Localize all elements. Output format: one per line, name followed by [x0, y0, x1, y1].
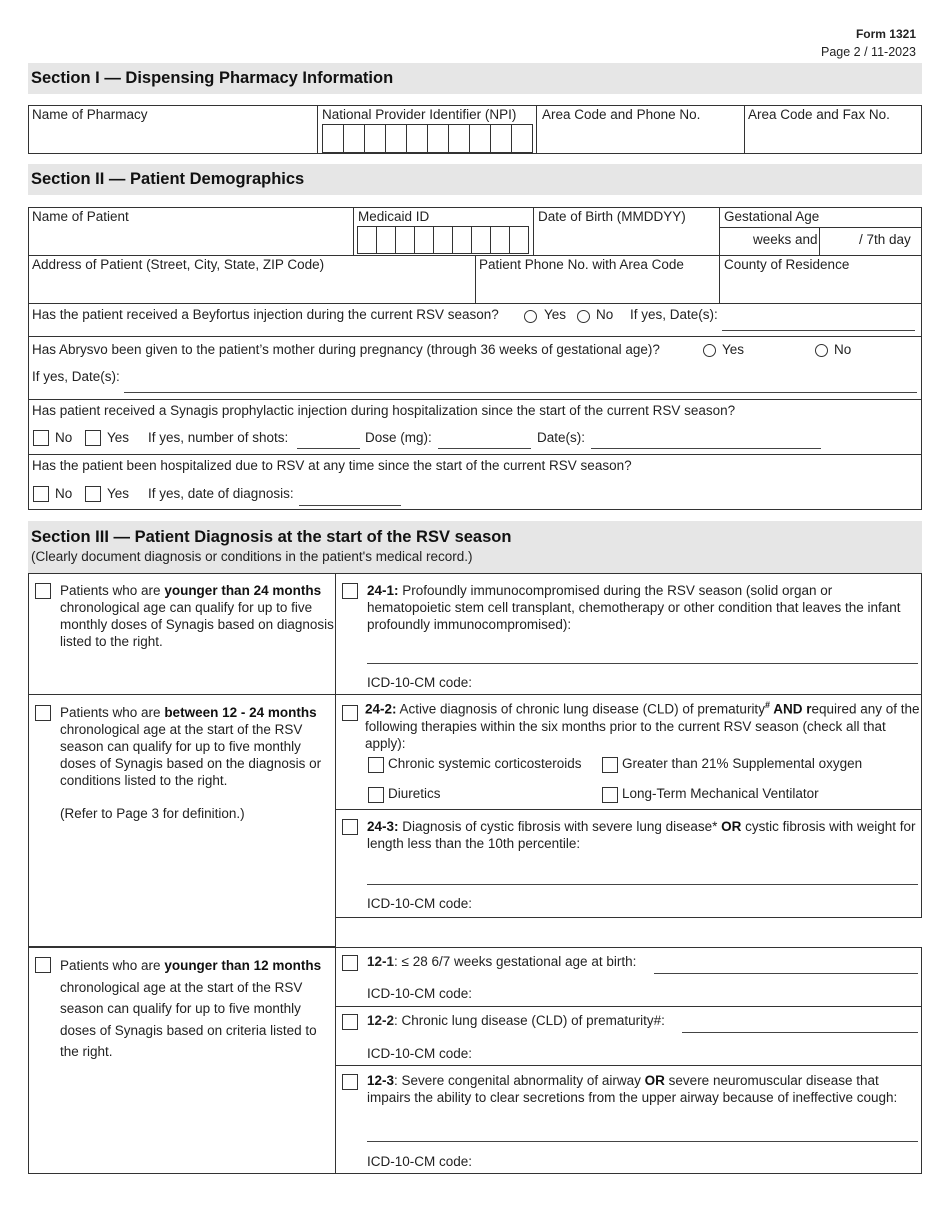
abrysvo-dates-label: If yes, Date(s):	[32, 369, 120, 384]
pharmacy-name-field[interactable]	[30, 125, 315, 152]
diagnosis-date-input[interactable]	[299, 488, 401, 506]
corticosteroids-label: Chronic systemic corticosteroids	[388, 756, 582, 771]
dob-label: Date of Birth (MMDDYY)	[538, 209, 686, 224]
corticosteroids-checkbox[interactable]	[368, 757, 384, 773]
criteria-12-2-icd-label: ICD-10-CM code:	[367, 1046, 473, 1061]
pharmacy-phone-label: Area Code and Phone No.	[542, 107, 701, 122]
seventh-day-label[interactable]: / 7th day	[859, 232, 911, 247]
criteria-12-2-checkbox[interactable]	[342, 1014, 358, 1030]
beyfortus-question: Has the patient received a Beyfortus injection during the current RSV season?	[32, 307, 499, 322]
address-label: Address of Patient (Street, City, State, ZIP Code)	[32, 257, 325, 272]
patient-name-label: Name of Patient	[32, 209, 129, 224]
abrysvo-yes-radio[interactable]	[703, 344, 716, 357]
criteria-24-1-checkbox[interactable]	[342, 583, 358, 599]
group12-checkbox[interactable]	[35, 957, 51, 973]
shots-input[interactable]	[297, 432, 360, 449]
criteria-24-3-input[interactable]	[367, 866, 918, 885]
group12-24-text: Patients who are between 12 - 24 months chronological age at the start of the RSV season can qualify for up to five monthly doses of Synagis based on the diagnosis or conditions listed to the right.	[60, 705, 322, 788]
group12-text: Patients who are younger than 12 months chronological age at the start of the RSV season can qualify for up to five monthly doses of Synagis based on criteria listed to the right.	[60, 958, 322, 1059]
synagis-yes-label: Yes	[107, 430, 130, 445]
abrysvo-no-label: No	[834, 342, 852, 357]
hospitalized-question: Has the patient been hospitalized due to RSV at any time since the start of the current RSV season?	[32, 458, 632, 473]
dob-field[interactable]	[535, 227, 717, 253]
form-number: Form 1321	[855, 27, 916, 41]
section3-title: Section III — Patient Diagnosis at the start of the RSV season	[31, 528, 512, 546]
synagis-question: Has patient received a Synagis prophylactic injection during hospitalization since the start of the current RSV season?	[32, 403, 736, 418]
criteria-12-1-icd-label: ICD-10-CM code:	[367, 986, 473, 1001]
beyfortus-no-radio[interactable]	[577, 310, 590, 323]
criteria-12-3-checkbox[interactable]	[342, 1074, 358, 1090]
oxygen-checkbox[interactable]	[602, 757, 618, 773]
section1-title: Section I — Dispensing Pharmacy Information	[31, 69, 394, 87]
medicaid-id-digit-boxes[interactable]	[357, 226, 529, 254]
diuretics-checkbox[interactable]	[368, 787, 384, 803]
beyfortus-yes-radio[interactable]	[524, 310, 537, 323]
address-field[interactable]	[30, 275, 473, 301]
section3-header	[28, 521, 922, 573]
hosp-no-label: No	[55, 486, 73, 501]
section1-header	[28, 63, 922, 94]
pharmacy-name-label: Name of Pharmacy	[32, 107, 148, 122]
beyfortus-dates-input[interactable]	[722, 313, 915, 331]
npi-digit-boxes[interactable]	[322, 124, 533, 153]
group12-24-checkbox[interactable]	[35, 705, 51, 721]
abrysvo-dates-input[interactable]	[124, 375, 917, 393]
medicaid-id-label: Medicaid ID	[358, 209, 430, 224]
ventilator-label: Long-Term Mechanical Ventilator	[622, 786, 819, 801]
oxygen-label: Greater than 21% Supplemental oxygen	[622, 756, 863, 771]
criteria-24-3-checkbox[interactable]	[342, 819, 358, 835]
criteria-24-3-text: 24-3: Diagnosis of cystic fibrosis with severe lung disease* OR cystic fibrosis with weight for length less than the 10th percentile:	[367, 819, 916, 851]
section2-header	[28, 164, 922, 195]
patient-name-field[interactable]	[30, 227, 351, 253]
section3-subtitle: (Clearly document diagnosis or conditions in the patient's medical record.)	[31, 549, 473, 564]
patient-phone-field[interactable]	[477, 275, 717, 301]
group12-24-note: (Refer to Page 3 for definition.)	[60, 806, 245, 821]
abrysvo-no-radio[interactable]	[815, 344, 828, 357]
page-number: Page 2 / 11-2023	[821, 45, 916, 59]
section2-title: Section II — Patient Demographics	[31, 170, 305, 188]
dose-input[interactable]	[438, 432, 531, 449]
beyfortus-no-label: No	[596, 307, 614, 322]
criteria-12-1-checkbox[interactable]	[342, 955, 358, 971]
diuretics-label: Diuretics	[388, 786, 441, 801]
hosp-no-checkbox[interactable]	[33, 486, 49, 502]
shots-label: If yes, number of shots:	[148, 430, 289, 445]
synagis-no-checkbox[interactable]	[33, 430, 49, 446]
criteria-24-3-icd-label: ICD-10-CM code:	[367, 896, 473, 911]
criteria-12-1-input[interactable]	[654, 956, 918, 974]
criteria-24-2-text: 24-2: Active diagnosis of chronic lung disease (CLD) of prematurity# AND required any of the following therapies within the six months prior to the current RSV season (check all that apply):	[365, 700, 920, 751]
criteria-24-1-icd-label: ICD-10-CM code:	[367, 675, 473, 690]
gestational-age-label: Gestational Age	[724, 209, 820, 224]
criteria-12-2-input[interactable]	[682, 1015, 918, 1033]
patient-phone-label: Patient Phone No. with Area Code	[479, 257, 684, 272]
criteria-12-1-text: 12-1: ≤ 28 6/7 weeks gestational age at birth:	[367, 954, 637, 969]
criteria-24-1-input[interactable]	[367, 645, 918, 664]
synagis-dates-label: Date(s):	[537, 430, 586, 445]
synagis-dates-input[interactable]	[591, 432, 821, 449]
weeks-label[interactable]: weeks and	[753, 232, 818, 247]
criteria-12-2-text: 12-2: Chronic lung disease (CLD) of prematurity#:	[367, 1013, 665, 1028]
pharmacy-phone-field[interactable]	[538, 125, 742, 152]
group24-text: Patients who are younger than 24 months chronological age can qualify for up to five monthly doses of Synagis based on diagnosis listed to the right.	[60, 583, 334, 649]
criteria-12-3-input[interactable]	[367, 1124, 918, 1142]
criteria-24-1-text: 24-1: Profoundly immunocompromised during the RSV season (solid organ or hematopoietic stem cell transplant, chemotherapy or other condition that leaves the infant profoundly immunocompromised):	[367, 583, 901, 632]
beyfortus-dates-label: If yes, Date(s):	[630, 307, 718, 322]
criteria-12-3-icd-label: ICD-10-CM code:	[367, 1154, 473, 1169]
county-label: County of Residence	[724, 257, 850, 272]
hosp-yes-checkbox[interactable]	[85, 486, 101, 502]
synagis-no-label: No	[55, 430, 73, 445]
synagis-yes-checkbox[interactable]	[85, 430, 101, 446]
abrysvo-yes-label: Yes	[722, 342, 745, 357]
county-field[interactable]	[721, 275, 920, 301]
ventilator-checkbox[interactable]	[602, 787, 618, 803]
criteria-24-2-checkbox[interactable]	[342, 705, 358, 721]
beyfortus-yes-label: Yes	[544, 307, 567, 322]
diagnosis-date-label: If yes, date of diagnosis:	[148, 486, 294, 501]
pharmacy-fax-label: Area Code and Fax No.	[748, 107, 890, 122]
group24-checkbox[interactable]	[35, 583, 51, 599]
abrysvo-question: Has Abrysvo been given to the patient’s mother during pregnancy (through 36 weeks of gestational age)?	[32, 342, 660, 357]
npi-label: National Provider Identifier (NPI)	[322, 107, 517, 122]
hosp-yes-label: Yes	[107, 486, 130, 501]
criteria-12-3-text: 12-3: Severe congenital abnormality of airway OR severe neuromuscular disease that impairs the ability to clear secretions from the upper airway because of ineffective cough:	[367, 1073, 898, 1105]
dose-label: Dose (mg):	[365, 430, 432, 445]
pharmacy-fax-field[interactable]	[746, 125, 920, 152]
